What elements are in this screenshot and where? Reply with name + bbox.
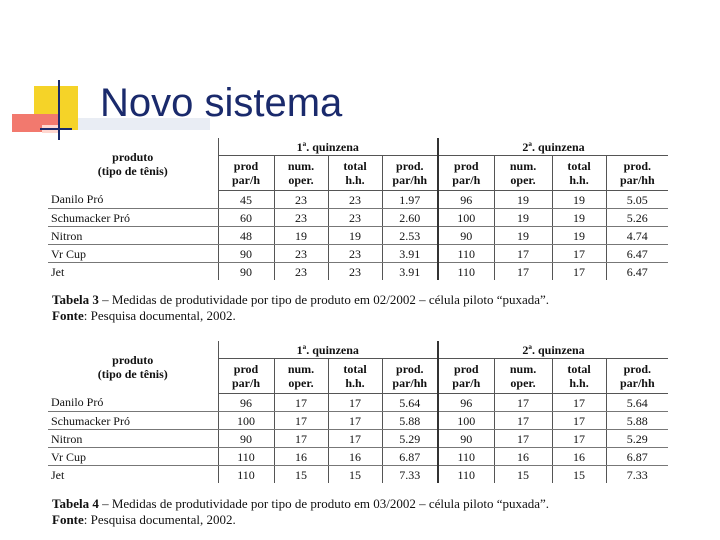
column-header-line: prod. [623,159,652,173]
product-name-cell: Jet [51,264,65,279]
period-2-header: 2ª. quinzena [438,138,668,156]
product-name-cell: Danilo Pró [48,394,218,412]
value-cell: 90 [438,430,494,448]
value-cell: 6.87 [382,448,438,466]
column-header-line: prod [454,362,479,376]
table-row [48,209,668,227]
value-cell: 17 [552,412,606,430]
value-cell: 17 [274,412,328,430]
column-header-line: h.h. [569,376,589,390]
source-text: : Pesquisa documental, 2002. [83,308,236,323]
source-label: Fonte [52,512,84,527]
value-cell: 17 [552,263,606,281]
value-cell: 7.33 [606,466,668,484]
table-row [48,227,668,245]
column-header-line: prod. [623,362,652,376]
value-cell: 23 [328,263,382,281]
column-header [552,156,606,191]
product-header-label: produto [112,353,154,368]
caption-label: Tabela 3 [52,292,99,307]
column-header-line: h.h. [345,173,365,187]
table-row [48,448,668,466]
column-header [328,359,382,394]
value-cell: 90 [218,263,274,281]
column-header-line: num. [287,362,315,376]
product-name-cell: Schumacker Pró [48,209,218,227]
table-4-caption [52,496,549,528]
value-cell: 16 [274,448,328,466]
value-cell: 90 [218,430,274,448]
value-cell: 16 [552,448,606,466]
column-header-line: total [343,362,367,376]
value-cell: 15 [552,466,606,484]
column-header-line: oper. [288,376,314,390]
column-header-line: prod [233,159,259,173]
product-name-cell: Nitron [48,227,218,245]
value-cell: 5.88 [382,412,438,430]
column-header [438,156,494,191]
productivity-table-4 [48,341,668,483]
column-header [494,359,552,394]
value-cell: 16 [328,448,382,466]
value-cell: 19 [494,227,552,245]
table-row [48,412,668,430]
table-row [48,466,668,484]
value-cell: 23 [274,191,328,209]
value-cell: 3.91 [382,263,438,281]
table-row [48,394,668,412]
value-cell: 6.87 [606,448,668,466]
column-header [606,156,668,191]
table-row [48,191,668,209]
horizontal-line-decoration [40,128,72,130]
value-cell: 19 [552,227,606,245]
value-cell: 90 [438,227,494,245]
caption-label: Tabela 4 [52,496,99,511]
table-row [48,245,668,263]
value-cell: 2.53 [382,227,438,245]
column-header-line: par/h [452,173,481,187]
value-cell: 23 [274,245,328,263]
product-name-cell: Danilo Pró [48,191,218,209]
column-header [274,359,328,394]
column-header [328,156,382,191]
source-text: : Pesquisa documental, 2002. [83,512,236,527]
value-cell: 17 [552,394,606,412]
value-cell: 19 [494,191,552,209]
value-cell: 7.33 [382,466,438,484]
column-header-line: oper. [510,376,536,390]
value-cell: 19 [328,227,382,245]
value-cell: 19 [552,209,606,227]
value-cell: 17 [552,245,606,263]
column-header [552,359,606,394]
column-header [218,156,274,191]
value-cell: 15 [494,466,552,484]
value-cell: 110 [438,448,494,466]
column-header [606,359,668,394]
value-cell: 45 [218,191,274,209]
value-cell: 5.05 [606,191,668,209]
value-cell: 17 [552,430,606,448]
period-1-header: 1ª. quinzena [218,138,438,156]
value-cell: 100 [438,209,494,227]
period-1-header: 1ª. quinzena [218,341,438,359]
value-cell: 17 [328,430,382,448]
value-cell: 16 [494,448,552,466]
column-header-line: prod. [396,362,424,376]
value-cell: 48 [218,227,274,245]
value-cell: 110 [438,245,494,263]
column-header-line: par/h [231,376,260,390]
column-header-line: h.h. [345,376,365,390]
value-cell: 17 [274,430,328,448]
product-name-cell: Jet [51,467,65,482]
column-header-line: prod [454,159,479,173]
value-cell: 110 [438,263,494,281]
column-header-line: par/hh [619,173,655,187]
column-header [438,359,494,394]
column-header-line: par/hh [619,376,655,390]
column-header-line: par/h [231,173,260,187]
column-header-line: par/hh [392,376,428,390]
value-cell: 15 [328,466,382,484]
column-header-line: prod [233,362,259,376]
value-cell: 17 [494,245,552,263]
value-cell: 23 [328,245,382,263]
product-name-cell: Vr Cup [48,245,218,263]
value-cell: 5.26 [606,209,668,227]
product-type-header-label: (tipo de tênis) [97,367,168,382]
value-cell: 110 [218,448,274,466]
value-cell: 5.88 [606,412,668,430]
column-header-line: total [567,362,591,376]
table-row [48,263,668,281]
value-cell: 5.29 [606,430,668,448]
value-cell: 110 [218,466,274,484]
value-cell: 6.47 [606,245,668,263]
column-header [382,156,438,191]
value-cell: 90 [218,245,274,263]
value-cell: 17 [274,394,328,412]
column-header-line: par/h [452,376,481,390]
column-header-line: num. [287,159,315,173]
value-cell: 6.47 [606,263,668,281]
value-cell: 4.74 [606,227,668,245]
value-cell: 96 [438,191,494,209]
product-type-header-label: (tipo de tênis) [97,164,168,179]
column-header-line: par/hh [392,173,428,187]
table-row [48,430,668,448]
value-cell: 2.60 [382,209,438,227]
value-cell: 96 [438,394,494,412]
product-header [48,341,218,394]
table-3-caption [52,292,549,324]
column-header [382,359,438,394]
caption-text: – Medidas de produtividade por tipo de produto em 03/2002 – célula piloto “puxada”. [98,496,550,511]
value-cell: 17 [494,430,552,448]
period-2-header: 2ª. quinzena [438,341,668,359]
value-cell: 23 [274,263,328,281]
column-header [494,156,552,191]
caption-text: – Medidas de produtividade por tipo de produto em 02/2002 – célula piloto “puxada”. [98,292,550,307]
column-header-line: oper. [288,173,314,187]
value-cell: 23 [274,209,328,227]
value-cell: 100 [218,412,274,430]
value-cell: 17 [494,263,552,281]
column-header [274,156,328,191]
productivity-table-3 [48,138,668,280]
source-label: Fonte [52,308,84,323]
value-cell: 19 [494,209,552,227]
value-cell: 60 [218,209,274,227]
slide-title: Novo sistema [100,81,343,125]
value-cell: 1.97 [382,191,438,209]
column-header-line: h.h. [569,173,589,187]
column-header-line: oper. [510,173,536,187]
value-cell: 23 [328,209,382,227]
value-cell: 5.64 [606,394,668,412]
value-cell: 15 [274,466,328,484]
value-cell: 23 [328,191,382,209]
product-header [48,138,218,191]
value-cell: 17 [494,394,552,412]
vertical-line-decoration [58,80,60,140]
value-cell: 5.29 [382,430,438,448]
value-cell: 110 [438,466,494,484]
value-cell: 3.91 [382,245,438,263]
product-name-cell: Vr Cup [48,448,218,466]
value-cell: 100 [438,412,494,430]
product-name-cell: Schumacker Pró [48,412,218,430]
value-cell: 17 [328,412,382,430]
value-cell: 19 [274,227,328,245]
column-header-line: prod. [396,159,424,173]
product-header-label: produto [112,150,154,165]
column-header-line: total [343,159,367,173]
column-header [218,359,274,394]
column-header-line: num. [509,159,537,173]
column-header-line: num. [509,362,537,376]
value-cell: 17 [494,412,552,430]
product-name-cell: Nitron [48,430,218,448]
value-cell: 5.64 [382,394,438,412]
column-header-line: total [567,159,591,173]
value-cell: 96 [218,394,274,412]
value-cell: 19 [552,191,606,209]
value-cell: 17 [328,394,382,412]
